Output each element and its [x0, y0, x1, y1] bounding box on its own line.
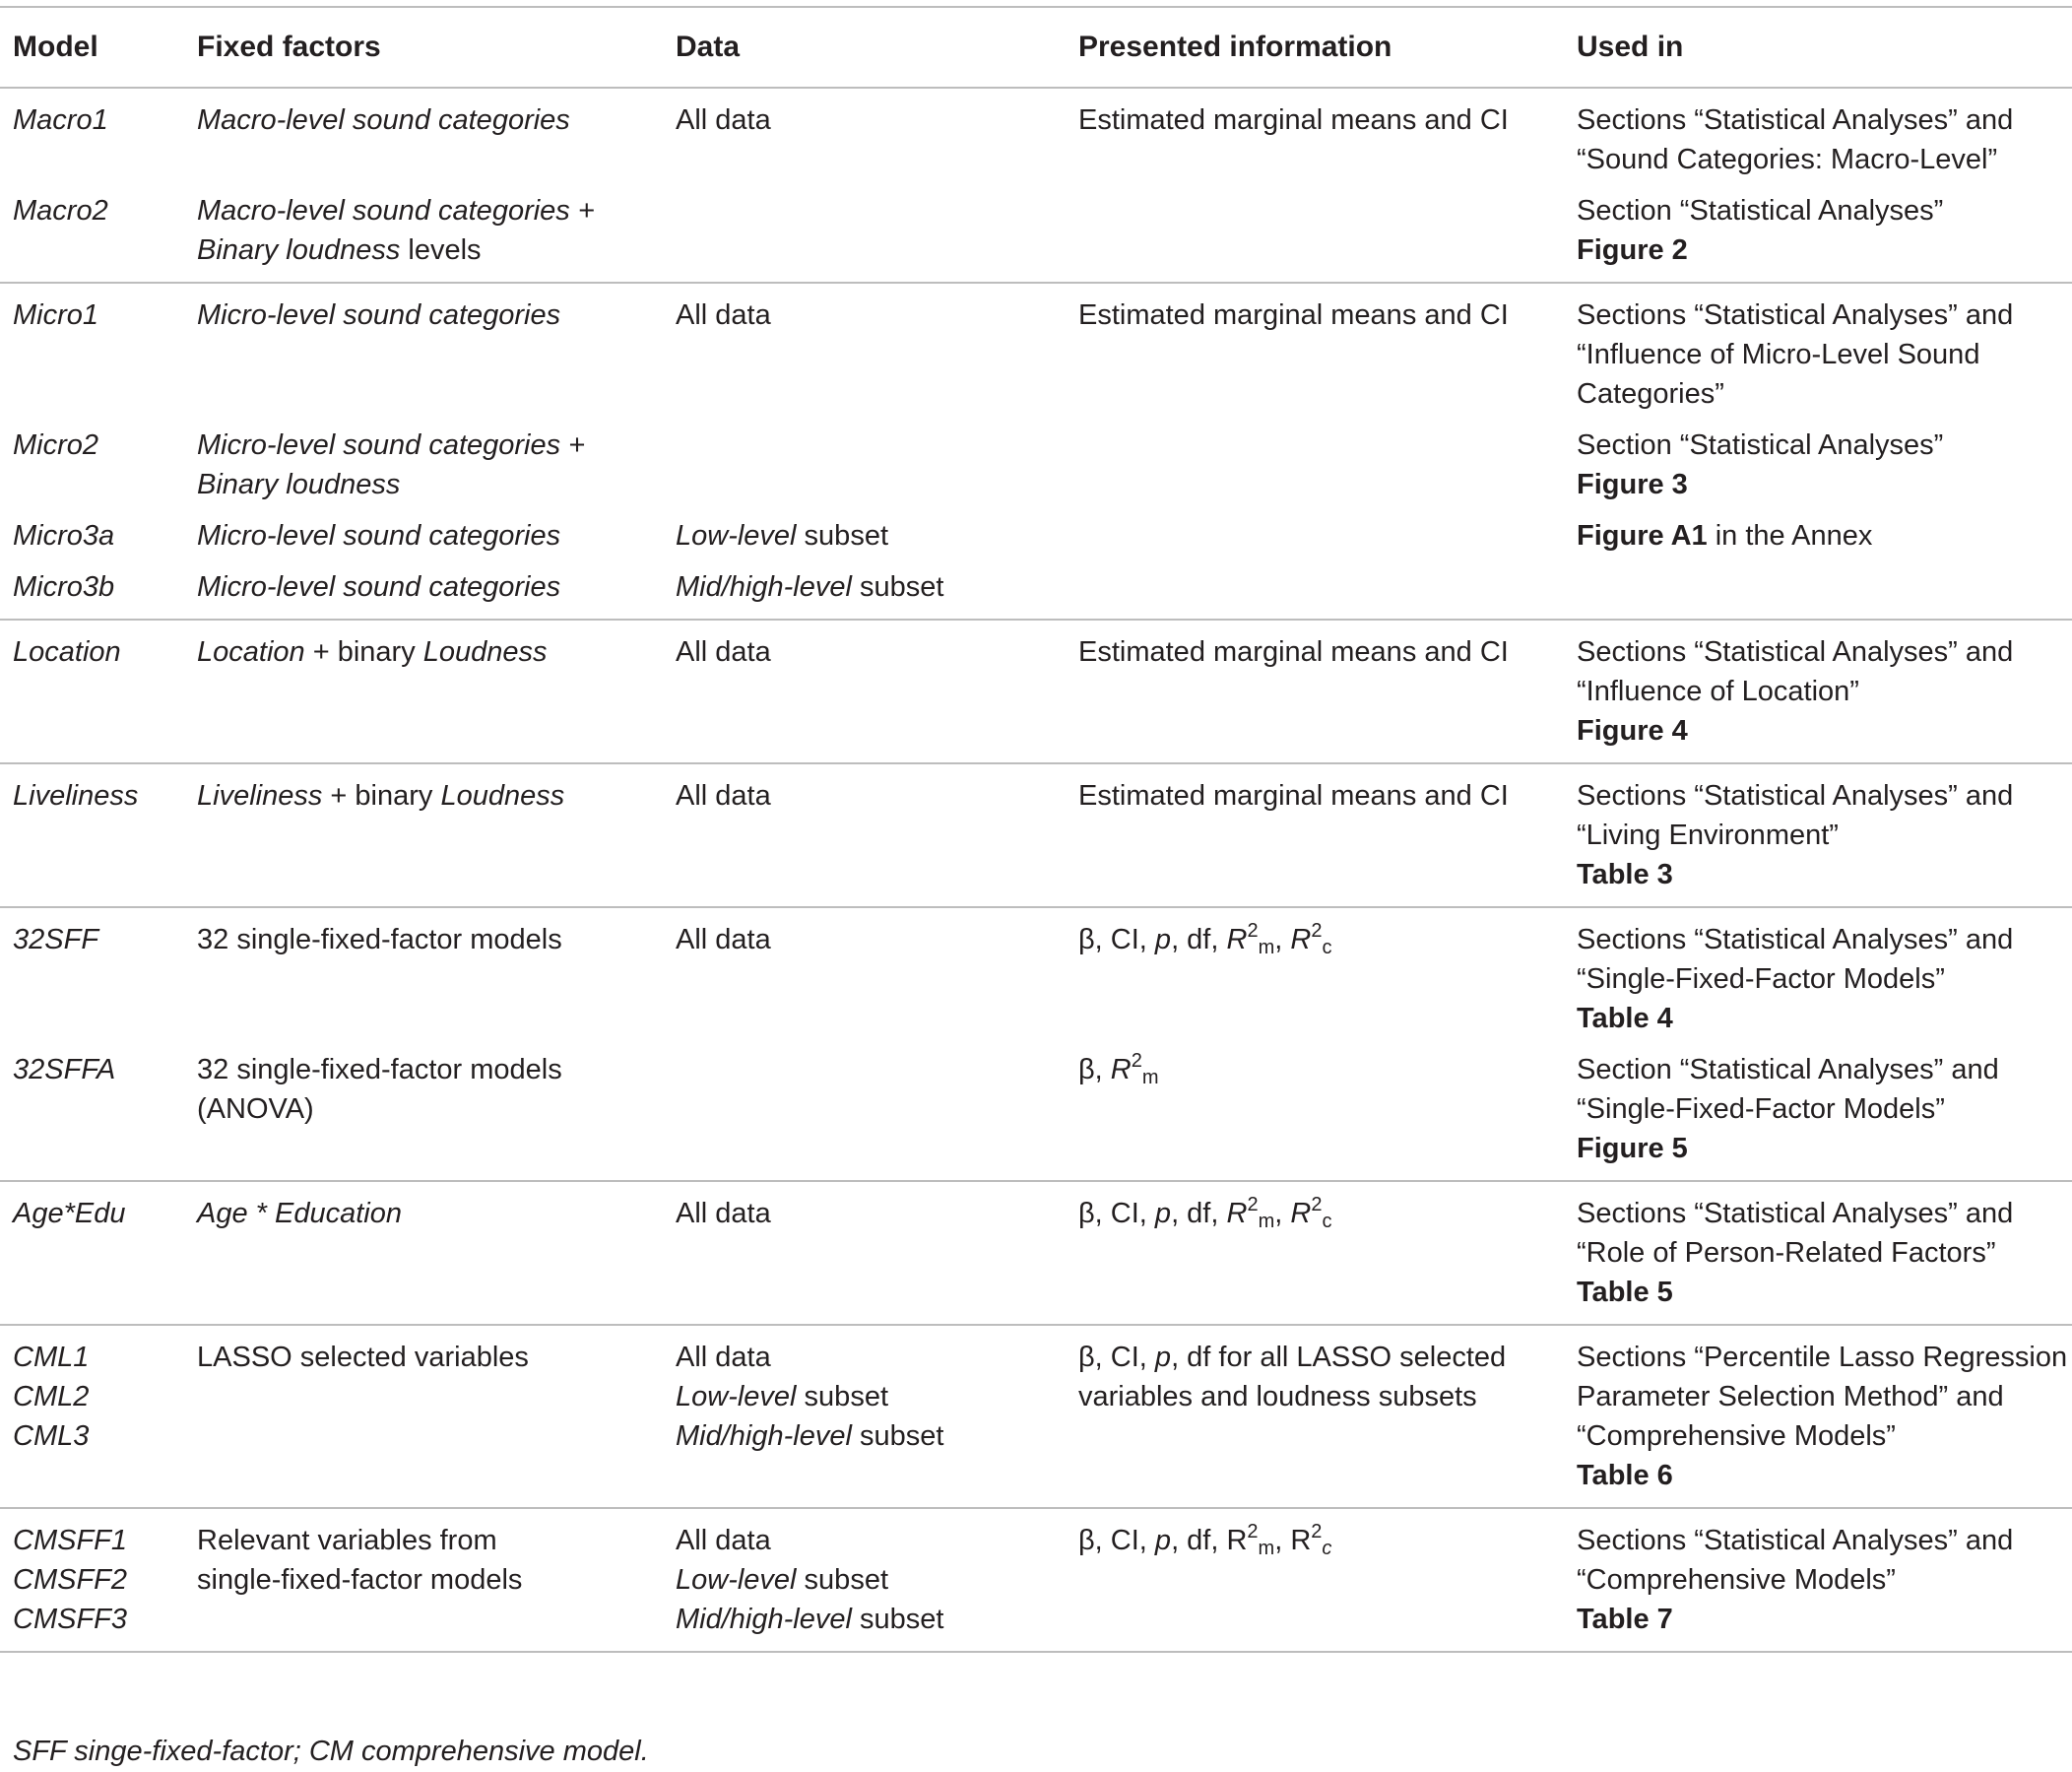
data-line: All data: [676, 1525, 771, 1556]
used-in-line: “Living Environment”: [1577, 820, 1839, 851]
info-sup: 2: [1247, 1194, 1259, 1215]
cell-data: All data: [676, 780, 771, 812]
info-sub: m: [1258, 1538, 1275, 1559]
figure-ref: Figure 5: [1577, 1133, 1688, 1164]
table-row: [0, 1038, 2072, 1181]
used-in-line: “Comprehensive Models”: [1577, 1564, 1896, 1596]
fixed-factor-italic: Location: [197, 636, 305, 668]
model-line: CMSFF2: [13, 1564, 127, 1596]
cell-data: [663, 556, 1066, 620]
fixed-factor-text: + binary: [322, 780, 441, 812]
info-text: β, CI,: [1078, 1198, 1155, 1229]
cell-model: Micro3b: [13, 571, 115, 603]
fixed-factor-line: Binary loudness: [197, 469, 401, 500]
used-in-line: Sections “Percentile Lasso Regression: [1577, 1342, 2068, 1373]
cell-model: Location: [13, 636, 121, 668]
data-subset-text: subset: [796, 520, 888, 552]
info-text: β, CI,: [1078, 924, 1155, 955]
info-text: , df, R: [1171, 1525, 1248, 1556]
cell-data: All data: [676, 636, 771, 668]
cell-data: [663, 414, 1066, 504]
cell-data: All data: [676, 1198, 771, 1229]
info-p: p: [1154, 1342, 1172, 1373]
model-line: CML3: [13, 1420, 90, 1452]
fixed-factor-line: Relevant variables from: [197, 1525, 497, 1556]
data-subset-text: subset: [851, 1604, 944, 1635]
used-in-line: Parameter Selection Method” and: [1577, 1381, 2004, 1412]
table-row: [0, 88, 2072, 179]
cell-used-in: [1564, 620, 2072, 763]
info-sub: m: [1141, 1067, 1159, 1088]
cell-data: All data: [676, 299, 771, 331]
cell-data: [663, 504, 1066, 556]
model-line: CML2: [13, 1381, 90, 1412]
info-text: ,: [1274, 924, 1291, 955]
fixed-factor-text: + binary: [304, 636, 423, 668]
cell-used-in: [1564, 907, 2072, 1038]
cell-used-in: [1564, 1508, 2072, 1652]
table-ref: Table 7: [1577, 1604, 1673, 1635]
cell-used-in: [1564, 179, 2072, 283]
cell-fixed-factors: Micro-level sound categories: [197, 299, 561, 331]
cell-fixed-factors: LASSO selected variables: [197, 1342, 529, 1373]
info-text: β, CI,: [1078, 1525, 1155, 1556]
model-line: CMSFF1: [13, 1525, 127, 1556]
cell-model: [0, 1508, 184, 1652]
data-subset-text: subset: [851, 571, 944, 603]
table-row: [0, 1508, 2072, 1652]
table-ref: Table 5: [1577, 1277, 1673, 1308]
figure-ref: Figure A1: [1577, 520, 1708, 552]
table-ref: Table 3: [1577, 859, 1673, 890]
info-r: R: [1226, 1198, 1248, 1229]
info-sup: 2: [1247, 920, 1259, 942]
info-sup: 2: [1131, 1050, 1142, 1072]
cell-data: [663, 179, 1066, 283]
info-sub: m: [1258, 937, 1275, 958]
used-in-line: Sections “Statistical Analyses” and: [1577, 299, 2014, 331]
data-subset-text: subset: [796, 1564, 888, 1596]
used-in-line: “Single-Fixed-Factor Models”: [1577, 1093, 1945, 1125]
used-in-line: Section “Statistical Analyses” and: [1577, 1054, 1999, 1085]
info-sup: 2: [1247, 1521, 1259, 1542]
cell-used-in: [1564, 1181, 2072, 1325]
info-r: R: [1226, 924, 1248, 955]
header-fixed-factors: Fixed factors: [197, 31, 381, 63]
used-in-line: Sections “Statistical Analyses” and: [1577, 924, 2014, 955]
cell-presented-information: Estimated marginal means and CI: [1078, 299, 1509, 331]
info-text: β, CI,: [1078, 1342, 1155, 1373]
cell-model: 32SFFA: [13, 1054, 116, 1085]
cell-presented-information: [1066, 1038, 1564, 1181]
used-in-line: Section “Statistical Analyses”: [1577, 195, 1944, 227]
cell-fixed-factors: Macro-level sound categories: [197, 104, 570, 136]
table-row: [0, 763, 2072, 907]
cell-data: [663, 1508, 1066, 1652]
model-line: CMSFF3: [13, 1604, 127, 1635]
used-in-line: Section “Statistical Analyses”: [1577, 429, 1944, 461]
cell-used-in: [1564, 763, 2072, 907]
cell-data: [663, 1325, 1066, 1508]
used-in-text: in the Annex: [1707, 520, 1873, 552]
used-in-line: Sections “Statistical Analyses” and: [1577, 104, 2014, 136]
info-sub: c: [1322, 937, 1332, 958]
figure-ref: Figure 2: [1577, 234, 1688, 266]
cell-data: All data: [676, 104, 771, 136]
used-in-line: “Influence of Location”: [1577, 676, 1859, 707]
info-sup: 2: [1311, 920, 1323, 942]
table-row: [0, 556, 2072, 620]
header-model: Model: [13, 31, 98, 63]
cell-presented-information: Estimated marginal means and CI: [1078, 104, 1509, 136]
table-header: [0, 7, 2072, 88]
fixed-factor-line: Macro-level sound categories +: [197, 195, 595, 227]
cell-presented-information: Estimated marginal means and CI: [1078, 780, 1509, 812]
cell-fixed-factors: 32 single-fixed-factor models: [197, 924, 562, 955]
info-text: , df,: [1171, 1198, 1227, 1229]
data-subset-italic: Mid/high-level: [676, 1604, 852, 1635]
table-row: [0, 179, 2072, 283]
cell-fixed-factors: Age * Education: [197, 1198, 402, 1229]
info-sup: 2: [1311, 1521, 1323, 1542]
cell-model: Micro3a: [13, 520, 115, 552]
cell-model: Age*Edu: [13, 1198, 126, 1229]
used-in-line: “Role of Person-Related Factors”: [1577, 1237, 1996, 1269]
used-in-line: Sections “Statistical Analyses” and: [1577, 636, 2014, 668]
cell-presented-information: [1066, 1325, 1564, 1508]
cell-fixed-factors: [184, 1038, 663, 1181]
info-r: R: [1290, 924, 1312, 955]
data-subset-italic: Mid/high-level: [676, 1420, 852, 1452]
cell-presented-information: [1066, 556, 1564, 620]
cell-model: Liveliness: [13, 780, 139, 812]
fixed-factor-italic: Loudness: [422, 636, 548, 668]
cell-model: Micro2: [13, 429, 99, 461]
table-row: [0, 1325, 2072, 1508]
data-subset-text: subset: [851, 1420, 944, 1452]
figure-ref: Figure 4: [1577, 715, 1688, 747]
info-text: ,: [1274, 1198, 1291, 1229]
table-ref: Table 4: [1577, 1003, 1673, 1034]
table-row: [0, 907, 2072, 1038]
fixed-factor-italic: Binary loudness: [197, 234, 401, 266]
data-subset-italic: Low-level: [676, 1564, 797, 1596]
used-in-line: “Influence of Micro-Level Sound: [1577, 339, 1980, 370]
table-row: [0, 1181, 2072, 1325]
info-text: , df,: [1171, 924, 1227, 955]
info-sub: c: [1322, 1211, 1332, 1232]
header-data: Data: [676, 31, 741, 63]
table-ref: Table 6: [1577, 1460, 1673, 1491]
cell-used-in: [1564, 283, 2072, 414]
used-in-line: “Sound Categories: Macro-Level”: [1577, 144, 1998, 175]
cell-presented-information: [1066, 504, 1564, 556]
info-text: , R: [1274, 1525, 1312, 1556]
cell-model: [0, 1325, 184, 1508]
data-subset-text: subset: [796, 1381, 888, 1412]
header-presented-information: Presented information: [1078, 31, 1392, 63]
info-r: R: [1290, 1198, 1312, 1229]
table-row: [0, 283, 2072, 414]
info-sup: 2: [1311, 1194, 1323, 1215]
fixed-factor-line: single-fixed-factor models: [197, 1564, 523, 1596]
cell-used-in: [1564, 88, 2072, 179]
cell-model: Micro1: [13, 299, 99, 331]
cell-model: Macro2: [13, 195, 108, 227]
used-in-line: Sections “Statistical Analyses” and: [1577, 780, 2014, 812]
cell-used-in: [1564, 1038, 2072, 1181]
cell-fixed-factors: [184, 620, 663, 763]
fixed-factor-italic: Liveliness: [197, 780, 323, 812]
header-used-in: Used in: [1577, 31, 1684, 63]
cell-presented-information: [1066, 1508, 1564, 1652]
info-p: p: [1154, 924, 1172, 955]
info-p: p: [1154, 1525, 1172, 1556]
cell-presented-information: [1066, 414, 1564, 504]
cell-presented-information: [1066, 1181, 1564, 1325]
table-row: [0, 620, 2072, 763]
table-row: [0, 504, 2072, 556]
table-footnote: SFF singe-fixed-factor; CM comprehensive model.: [13, 1736, 649, 1767]
table-row: [0, 414, 2072, 504]
cell-model: 32SFF: [13, 924, 99, 955]
model-line: CML1: [13, 1342, 90, 1373]
used-in-line: Sections “Statistical Analyses” and: [1577, 1525, 2014, 1556]
cell-presented-information: [1066, 907, 1564, 1038]
info-text: β,: [1078, 1054, 1111, 1085]
data-line: All data: [676, 1342, 771, 1373]
cell-fixed-factors: [184, 1508, 663, 1652]
fixed-factor-line: (ANOVA): [197, 1093, 314, 1125]
info-sub: m: [1258, 1211, 1275, 1232]
fixed-factor-line: Micro-level sound categories +: [197, 429, 586, 461]
data-subset-italic: Low-level: [676, 520, 797, 552]
info-p: p: [1154, 1198, 1172, 1229]
cell-fixed-factors: Micro-level sound categories: [197, 571, 561, 603]
used-in-line: “Single-Fixed-Factor Models”: [1577, 963, 1945, 995]
cell-data: [663, 1038, 1066, 1181]
models-table: [0, 6, 2072, 1653]
cell-used-in: [1564, 414, 2072, 504]
cell-presented-information: [1066, 179, 1564, 283]
data-subset-italic: Low-level: [676, 1381, 797, 1412]
cell-used-in: [1564, 556, 2072, 620]
cell-used-in: [1564, 1325, 2072, 1508]
used-in-line: “Comprehensive Models”: [1577, 1420, 1896, 1452]
used-in-line: Sections “Statistical Analyses” and: [1577, 1198, 2014, 1229]
cell-fixed-factors: Micro-level sound categories: [197, 520, 561, 552]
cell-fixed-factors: [184, 414, 663, 504]
fixed-factor-text: levels: [400, 234, 482, 266]
info-sub: c: [1322, 1538, 1332, 1559]
cell-presented-information: Estimated marginal means and CI: [1078, 636, 1509, 668]
cell-fixed-factors: [184, 179, 663, 283]
fixed-factor-italic: Loudness: [440, 780, 565, 812]
cell-fixed-factors: [184, 763, 663, 907]
cell-data: All data: [676, 924, 771, 955]
cell-model: Macro1: [13, 104, 108, 136]
info-r: R: [1110, 1054, 1132, 1085]
info-line: variables and loudness subsets: [1078, 1381, 1477, 1412]
cell-used-in: [1564, 504, 2072, 556]
figure-ref: Figure 3: [1577, 469, 1688, 500]
data-subset-italic: Mid/high-level: [676, 571, 852, 603]
used-in-line: Categories”: [1577, 378, 1724, 410]
fixed-factor-line: 32 single-fixed-factor models: [197, 1054, 562, 1085]
info-text: , df for all LASSO selected: [1171, 1342, 1507, 1373]
